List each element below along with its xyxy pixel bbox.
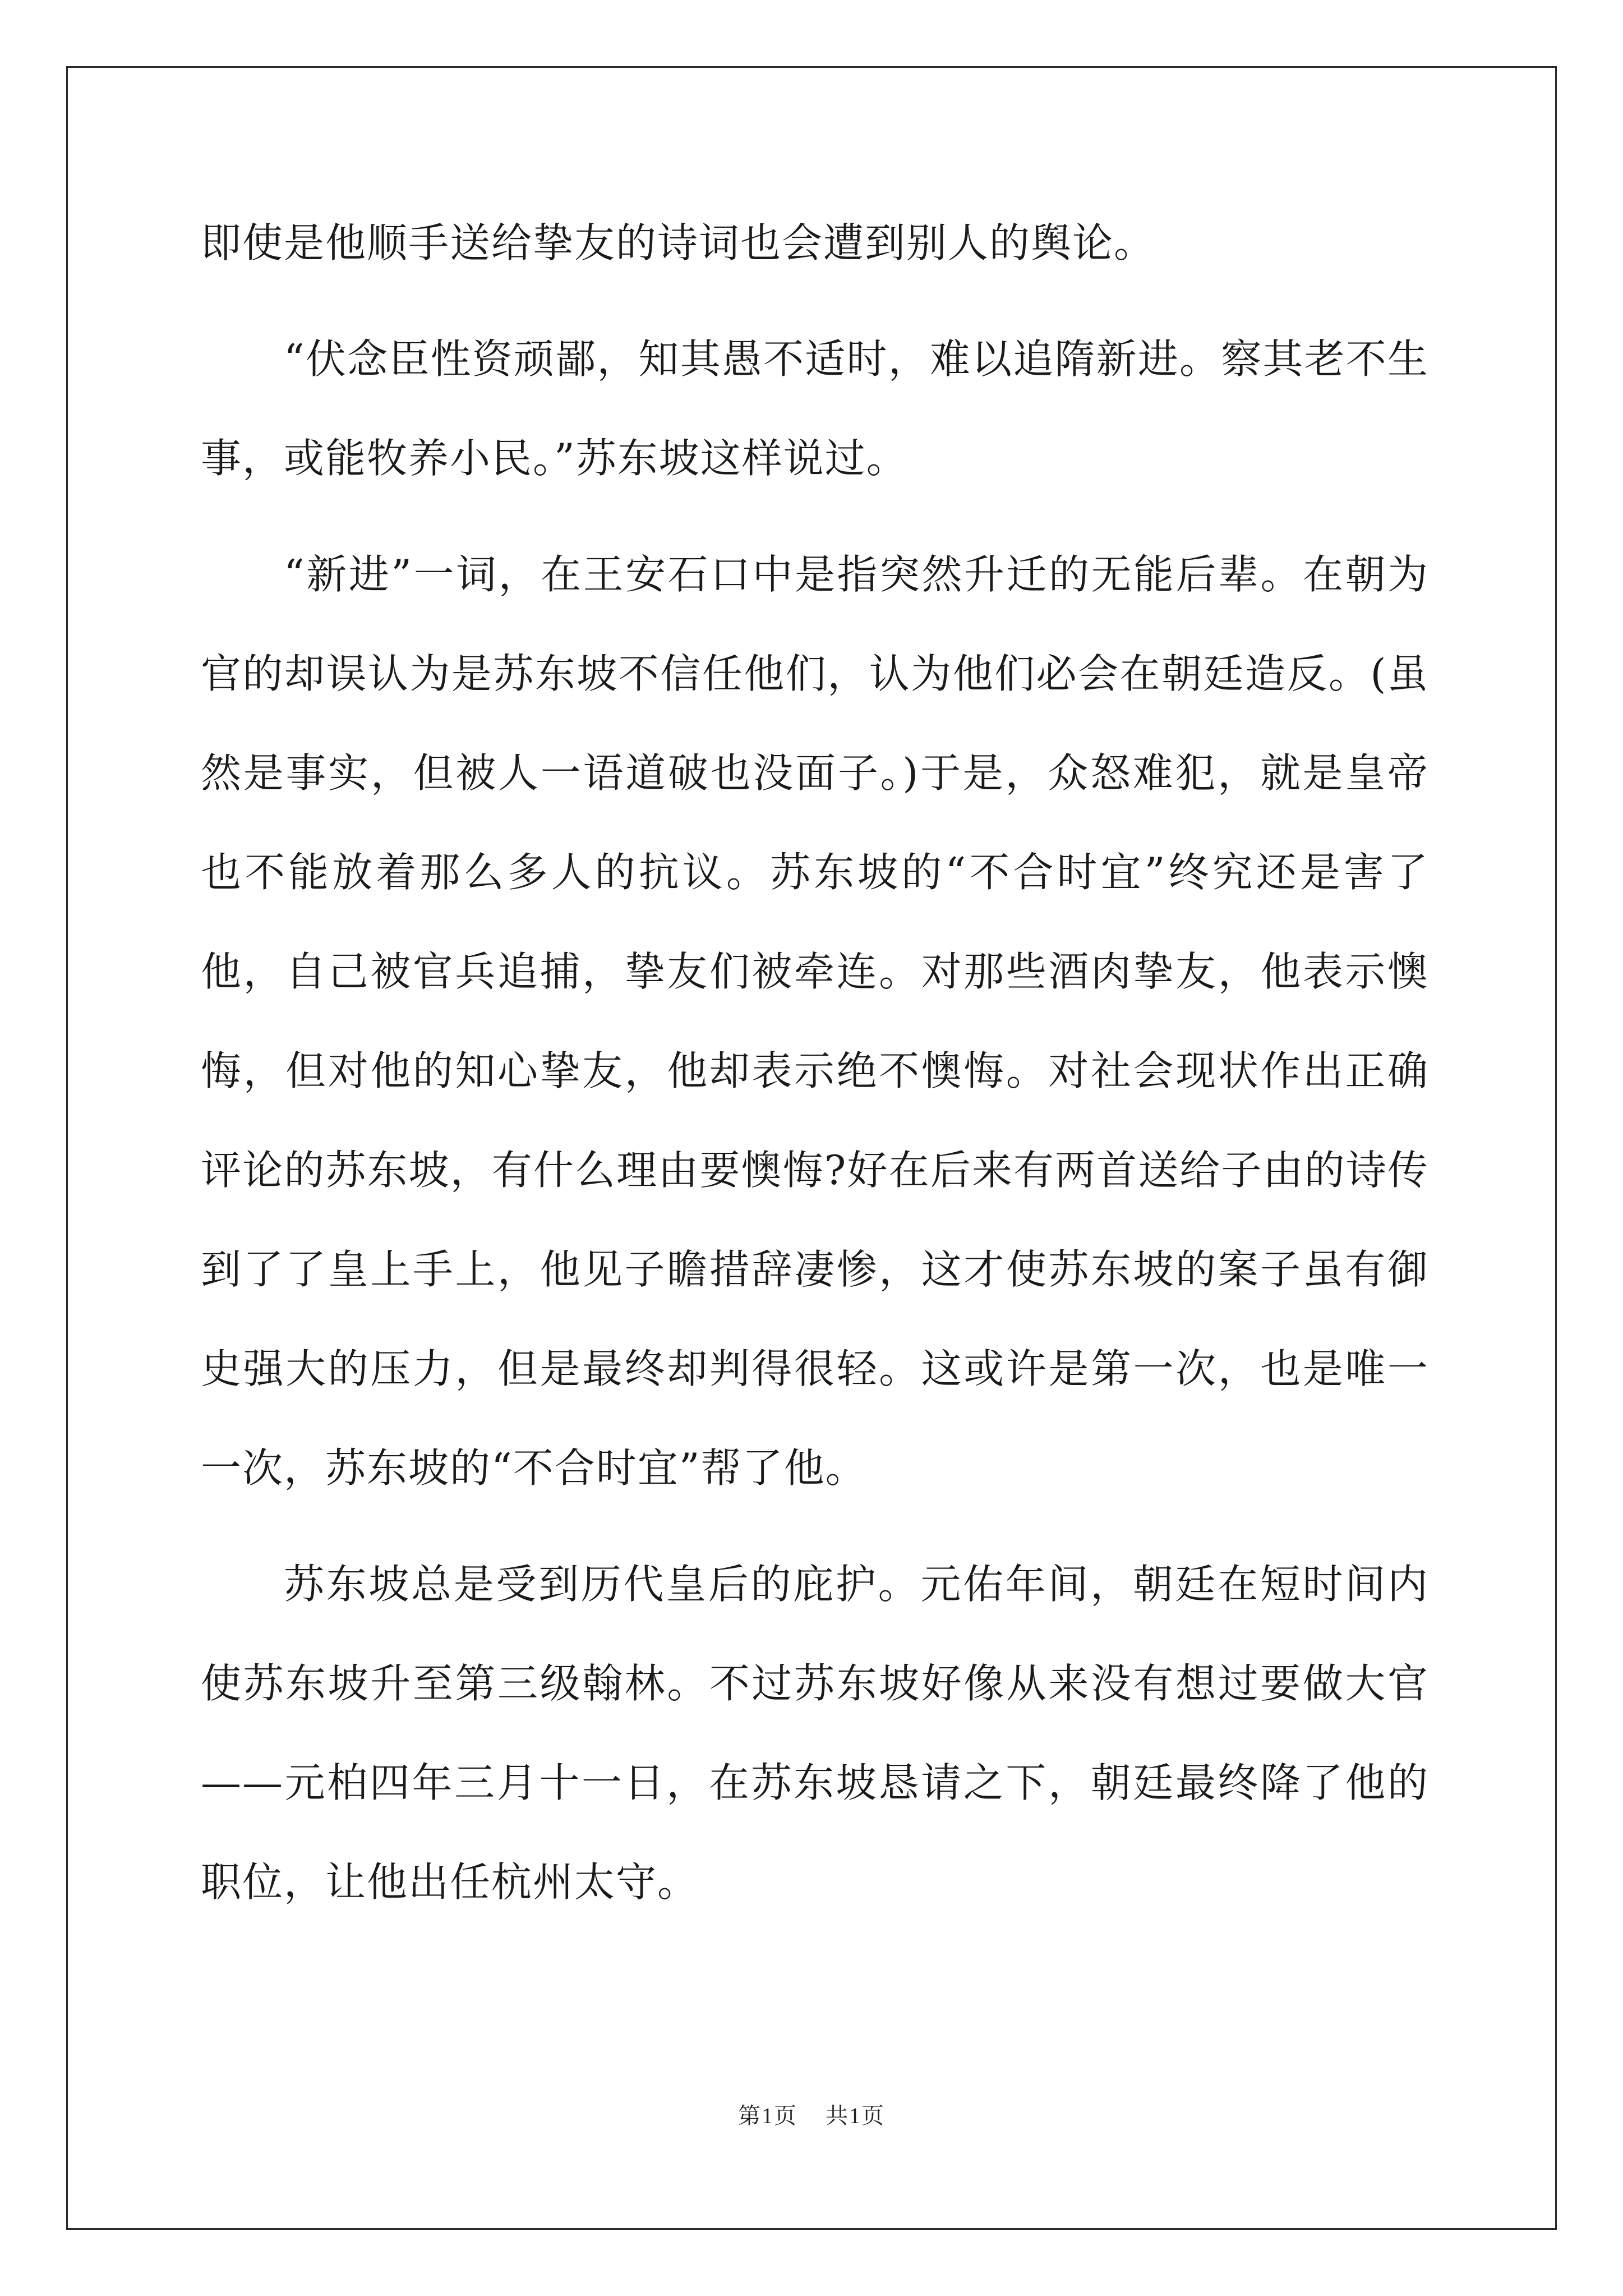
- paragraph-2: “伏念臣性资顽鄙，知其愚不适时，难以追隋新进。察其老不生事，或能牧养小民。”苏东坡这样说过。: [201, 335, 1429, 482]
- page-number-current: 第1页: [738, 2103, 797, 2128]
- paragraph-3: “新进”一词，在王安石口中是指突然升迁的无能后辈。在朝为官的却误认为是苏东坡不信任他们，认为他们必会在朝廷造反。(虽然是事实，但被人一语道破也没面子。)于是，众怒难犯，就是皇帝也不能放着那么多人的抗议。苏东坡的“不合时宜”终究还是害了他，自己被官兵追捕，挚友们被牵连。对那些酒肉挚友，他表示懊悔，但对他的知心挚友，他却表示绝不懊悔。对社会现状作出正确评论的苏东坡，有什么理由要懊悔?好在后来有两首送给子由的诗传到了了皇上手上，他见子瞻措辞凄惨，这才使苏东坡的案子虽有御史强大的压力，但是最终却判得很轻。这或许是第一次，也是唯一一次，苏东坡的“不合时宜”帮了他。: [201, 551, 1429, 1492]
- page-number-total: 共1页: [826, 2103, 885, 2128]
- page-footer: [0, 2098, 1623, 2130]
- paragraph-1: 即使是他顺手送给挚友的诗词也会遭到别人的舆论。: [201, 219, 1156, 266]
- document-body: [201, 194, 1429, 1949]
- paragraph-4: 苏东坡总是受到历代皇后的庇护。元佑年间，朝廷在短时间内使苏东坡升至第三级翰林。不过苏东坡好像从来没有想过要做大官——元柏四年三月十一日，在苏东坡恳请之下，朝廷最终降了他的职位，让他出任杭州太守。: [201, 1561, 1429, 1906]
